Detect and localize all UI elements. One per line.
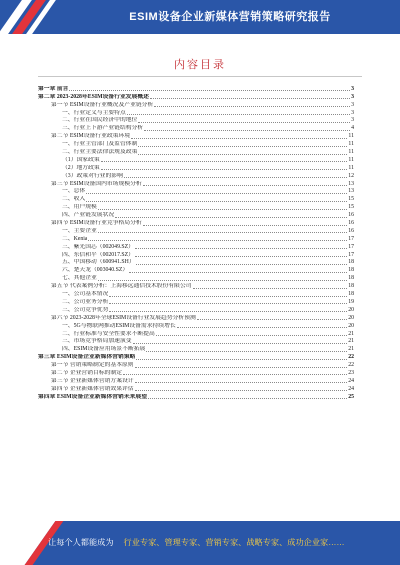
toc-leader-dots bbox=[127, 114, 350, 115]
toc-leader-dots bbox=[133, 343, 348, 344]
toc-entry-title: （3）政策对行业的影响 bbox=[62, 172, 123, 179]
toc-entry[interactable] bbox=[38, 101, 354, 109]
toc-entry-title: 五、中国移动（600941.SH） bbox=[62, 259, 135, 266]
toc-entry-title: 三、用户规模 bbox=[62, 204, 97, 211]
toc-entry-page: 11 bbox=[348, 133, 354, 140]
toc-leader-dots bbox=[177, 327, 348, 328]
toc-leader-dots bbox=[138, 122, 350, 123]
toc-entry-page: 18 bbox=[348, 275, 354, 282]
toc-entry-title: 第四章 ESIM设备企业新媒体营销未来展望 bbox=[38, 393, 148, 400]
toc-entry-page: 24 bbox=[348, 377, 354, 384]
toc-entry-title: 三、行业上下游产业链结构分析 bbox=[62, 125, 144, 132]
toc-entry[interactable] bbox=[38, 282, 354, 290]
toc-entry[interactable] bbox=[38, 353, 354, 361]
toc-entry[interactable] bbox=[38, 259, 354, 267]
toc-entry-page: 16 bbox=[348, 220, 354, 227]
toc-entry-title: 一、主要企业 bbox=[62, 227, 97, 234]
toc-entry-page: 3 bbox=[351, 93, 354, 100]
toc-entry-page: 11 bbox=[348, 156, 354, 163]
toc-entry-page: 13 bbox=[348, 188, 354, 195]
toc-leader-dots bbox=[154, 106, 350, 107]
toc-leader-dots bbox=[148, 398, 347, 399]
toc-entry[interactable] bbox=[38, 345, 354, 353]
toc-entry[interactable] bbox=[38, 140, 354, 148]
toc-entry[interactable] bbox=[38, 227, 354, 235]
toc-entry-page: 21 bbox=[348, 330, 354, 337]
toc-leader-dots bbox=[138, 154, 347, 155]
toc-leader-dots bbox=[135, 382, 348, 383]
toc-entry-page: 24 bbox=[348, 385, 354, 392]
toc-entry-title: 第二章 2023-2028年ESIM设备行业发展概述 bbox=[38, 93, 149, 100]
toc-leader-dots bbox=[131, 138, 347, 139]
top-banner bbox=[0, 0, 400, 34]
toc-entry[interactable] bbox=[38, 266, 354, 274]
toc-entry-title: 第一节 ESIM设备行业概况及产业链分析 bbox=[51, 101, 154, 108]
toc-leader-dots bbox=[135, 256, 347, 257]
toc-entry-page: 17 bbox=[348, 235, 354, 242]
toc-entry-page: 15 bbox=[348, 196, 354, 203]
toc-entry-title: 第六节 2023-2028年全球ESIM设备行业发展趋势分析预测 bbox=[51, 314, 196, 321]
toc-divider bbox=[38, 76, 362, 77]
toc-entry[interactable] bbox=[38, 385, 354, 393]
toc-entry-title: 第三章 ESIM设备企业新媒体营销策略 bbox=[38, 354, 136, 361]
toc-entry-page: 15 bbox=[348, 204, 354, 211]
toc-entry[interactable] bbox=[38, 93, 354, 101]
toc-entry[interactable] bbox=[38, 251, 354, 259]
toc-entry-page: 3 bbox=[351, 109, 354, 116]
toc-entry-title: （1）国家政策 bbox=[62, 156, 100, 163]
toc-entry-page: 22 bbox=[348, 362, 354, 369]
toc-entry-title: 第二节 ESIM设备行业政策环境 bbox=[51, 133, 131, 140]
toc-entry[interactable] bbox=[38, 306, 354, 314]
toc-entry-title: 二、行业在国民经济中的地位 bbox=[62, 117, 138, 124]
toc-entry[interactable] bbox=[38, 369, 354, 377]
toc-entry-title: 七、其他企业 bbox=[62, 275, 97, 282]
toc-entry-page: 4 bbox=[351, 125, 354, 132]
toc-entry-title: 第三节 ESIM设备国内市场规模分析 bbox=[51, 180, 142, 187]
toc-entry-title: 一、总体 bbox=[62, 188, 86, 195]
toc-entry-page: 18 bbox=[348, 259, 354, 266]
toc-entry-title: 二、行业主要法律法规及政策 bbox=[62, 149, 138, 156]
toc-leader-dots bbox=[98, 280, 347, 281]
toc-entry-page: 20 bbox=[348, 314, 354, 321]
toc-entry-title: 二、行业标准与安全性要求不断提高 bbox=[62, 330, 155, 337]
toc-entry[interactable] bbox=[38, 132, 354, 140]
toc-entry[interactable] bbox=[38, 322, 354, 330]
toc-entry-title: 四、东信和平（002017.SZ） bbox=[62, 251, 134, 258]
toc-entry-title: 一、公司基本情况 bbox=[62, 291, 109, 298]
toc-entry[interactable] bbox=[38, 393, 354, 401]
toc-entry-page: 3 bbox=[351, 101, 354, 108]
toc-entry-title: 三、紫光国芯（002049.SZ） bbox=[62, 243, 134, 250]
toc-leader-dots bbox=[135, 248, 347, 249]
toc-leader-dots bbox=[115, 217, 347, 218]
toc-entry[interactable] bbox=[38, 195, 354, 203]
toc-entry-page: 20 bbox=[348, 322, 354, 329]
toc-entry[interactable] bbox=[38, 172, 354, 180]
toc-leader-dots bbox=[88, 240, 347, 241]
toc-entry-page: 11 bbox=[348, 141, 354, 148]
toc-entry-page: 21 bbox=[348, 338, 354, 345]
toc-leader-dots bbox=[136, 359, 347, 360]
toc-entry[interactable] bbox=[38, 361, 354, 369]
toc-entry-page: 16 bbox=[348, 227, 354, 234]
toc-leader-dots bbox=[193, 288, 348, 289]
toc-leader-dots bbox=[143, 185, 348, 186]
toc-entry-page: 12 bbox=[348, 172, 354, 179]
toc-entry[interactable] bbox=[38, 156, 354, 164]
toc-leader-dots bbox=[123, 374, 347, 375]
toc-leader-dots bbox=[98, 209, 347, 210]
toc-entry-page: 23 bbox=[348, 369, 354, 376]
toc-entry-page: 11 bbox=[348, 164, 354, 171]
toc-entry-title: 二、Kenia bbox=[62, 235, 88, 242]
toc-entry-page: 16 bbox=[348, 212, 354, 219]
toc-entry-title: 一、行业定义与主要特点 bbox=[62, 109, 126, 116]
toc-leader-dots bbox=[156, 335, 347, 336]
toc-entry[interactable] bbox=[38, 85, 354, 93]
toc-leader-dots bbox=[98, 232, 347, 233]
footer-slogan-lead: 让每个人都能成为 bbox=[48, 538, 114, 547]
toc-entry-title: 第一节 营销策略制定的基本原则 bbox=[51, 362, 134, 369]
toc-entry[interactable] bbox=[38, 314, 354, 322]
toc-entry-title: 四、ESIM设备应用场景不断拓展 bbox=[62, 346, 146, 353]
toc-leader-dots bbox=[150, 98, 350, 99]
toc-entry-page: 11 bbox=[348, 149, 354, 156]
toc-leader-dots bbox=[136, 264, 348, 265]
toc-entry-title: 第五节 代表案例分析：上海移远通信技术股份有限公司 bbox=[51, 283, 192, 290]
toc-entry[interactable] bbox=[38, 211, 354, 219]
toc-entry-page: 13 bbox=[348, 180, 354, 187]
toc-entry[interactable] bbox=[38, 109, 354, 117]
toc-leader-dots bbox=[144, 130, 350, 131]
toc-heading: 内容目录 bbox=[174, 59, 226, 71]
toc-leader-dots bbox=[109, 311, 347, 312]
toc-leader-dots bbox=[129, 272, 347, 273]
toc-entry-title: 第二节 企业营销目标的制定 bbox=[51, 369, 123, 376]
table-of-contents bbox=[38, 85, 354, 401]
toc-entry-title: 第三节 企业新媒体营销方案设计 bbox=[51, 377, 134, 384]
toc-entry[interactable] bbox=[38, 164, 354, 172]
toc-leader-dots bbox=[146, 351, 347, 352]
toc-leader-dots bbox=[86, 201, 347, 202]
toc-leader-dots bbox=[101, 161, 348, 162]
toc-leader-dots bbox=[197, 319, 347, 320]
toc-entry-page: 17 bbox=[348, 243, 354, 250]
toc-entry-title: 三、市场竞争格局加速演变 bbox=[62, 338, 132, 345]
toc-entry[interactable] bbox=[38, 180, 354, 188]
toc-leader-dots bbox=[109, 296, 347, 297]
toc-entry-page: 21 bbox=[348, 346, 354, 353]
toc-leader-dots bbox=[135, 390, 348, 391]
toc-entry-title: 二、收入 bbox=[62, 196, 86, 203]
toc-entry-page: 19 bbox=[348, 298, 354, 305]
toc-entry[interactable] bbox=[38, 243, 354, 251]
toc-entry-page: 22 bbox=[348, 354, 354, 361]
toc-entry-title: 第四节 ESIM设备行业竞争格局分析 bbox=[51, 220, 142, 227]
toc-entry-page: 18 bbox=[348, 267, 354, 274]
toc-entry-title: 六、楚天龙（003040.SZ） bbox=[62, 267, 129, 274]
toc-leader-dots bbox=[101, 169, 348, 170]
toc-leader-dots bbox=[143, 225, 348, 226]
toc-entry[interactable] bbox=[38, 298, 354, 306]
toc-entry-title: 一、行业主管部门及监管体制 bbox=[62, 141, 138, 148]
footer-slogan-rest: 行业专家、管理专家、营销专家、战略专家、成功企业家…… bbox=[123, 538, 345, 547]
toc-entry-title: 第一章 前言 bbox=[38, 85, 69, 92]
toc-entry-title: 第四节 企业新媒体营销效果评估 bbox=[51, 385, 134, 392]
toc-leader-dots bbox=[69, 90, 350, 91]
footer-slogan bbox=[48, 521, 345, 565]
toc-leader-dots bbox=[109, 303, 347, 304]
toc-entry-page: 17 bbox=[348, 251, 354, 258]
toc-entry[interactable] bbox=[38, 148, 354, 156]
toc-entry[interactable] bbox=[38, 124, 354, 132]
toc-leader-dots bbox=[86, 193, 347, 194]
toc-entry[interactable] bbox=[38, 330, 354, 338]
toc-entry[interactable] bbox=[38, 274, 354, 282]
toc-entry[interactable] bbox=[38, 203, 354, 211]
report-title: ESIM设备企业新媒体营销策略研究报告 bbox=[129, 11, 331, 23]
toc-entry-page: 3 bbox=[351, 85, 354, 92]
toc-entry-page: 25 bbox=[348, 393, 354, 400]
toc-entry[interactable] bbox=[38, 290, 354, 298]
toc-entry-title: 二、公司业务分析 bbox=[62, 298, 109, 305]
toc-entry[interactable] bbox=[38, 219, 354, 227]
toc-entry[interactable] bbox=[38, 235, 354, 243]
toc-leader-dots bbox=[135, 367, 348, 368]
toc-entry-title: 四、产业链发展状况 bbox=[62, 212, 115, 219]
toc-entry-title: （2）地方政策 bbox=[62, 164, 100, 171]
toc-leader-dots bbox=[138, 146, 347, 147]
toc-entry[interactable] bbox=[38, 338, 354, 346]
toc-entry[interactable] bbox=[38, 188, 354, 196]
toc-entry[interactable] bbox=[38, 117, 354, 125]
toc-entry-page: 3 bbox=[351, 117, 354, 124]
toc-entry-page: 18 bbox=[348, 283, 354, 290]
toc-entry[interactable] bbox=[38, 377, 354, 385]
toc-entry-title: 一、5G与物联网推动ESIM设备需求持续增长 bbox=[62, 322, 176, 329]
footer-banner bbox=[0, 521, 400, 565]
toc-leader-dots bbox=[124, 177, 347, 178]
toc-entry-title: 三、公司竞争优势 bbox=[62, 306, 109, 313]
toc-entry-page: 18 bbox=[348, 291, 354, 298]
toc-entry-page: 20 bbox=[348, 306, 354, 313]
